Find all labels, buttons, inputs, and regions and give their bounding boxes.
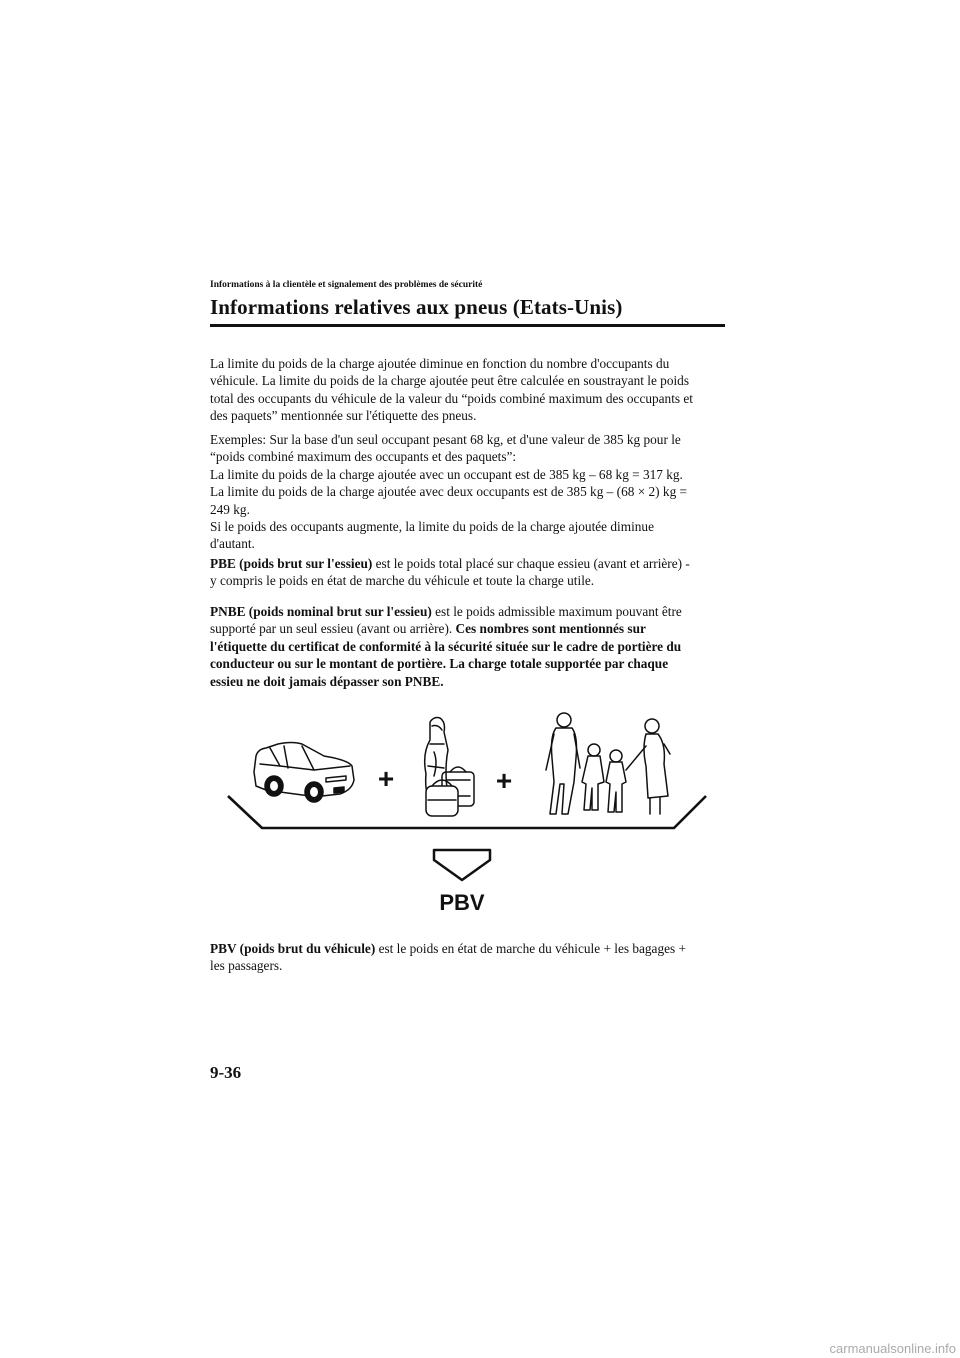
text-line <box>210 555 726 572</box>
text-fragment: est le poids admissible maximum pouvant être <box>431 604 682 619</box>
paragraph-pbe <box>210 555 726 590</box>
car-icon <box>254 743 354 803</box>
grouping-tray <box>228 796 706 828</box>
text-line <box>210 620 726 637</box>
page-title: Informations relatives aux pneus (Etats-Unis) <box>210 295 623 319</box>
term-pbv: PBV (poids brut du véhicule) <box>210 941 376 956</box>
text-line: “poids combiné maximum des occupants et des paquets”: <box>210 449 517 465</box>
text-line: La limite du poids de la charge ajoutée avec deux occupants est de 385 kg – (68 × 2) kg = <box>210 484 688 500</box>
watermark: carmanualsonline.info <box>829 1341 956 1356</box>
text-fragment: supporté par un seul essieu (avant ou arrière). <box>210 621 456 637</box>
paragraph-examples <box>210 431 726 553</box>
text-line: y compris le poids en état de marche du véhicule et toute la charge utile. <box>210 573 595 589</box>
text-line: Si le poids des occupants augmente, la limite du poids de la charge ajoutée diminue <box>210 519 654 535</box>
section-label: Informations à la clientèle et signalement des problèmes de sécurité <box>210 280 483 290</box>
luggage-icon <box>425 718 474 817</box>
text-emphasis: Ces nombres sont mentionnés sur <box>455 621 646 637</box>
text-line: l'étiquette du certificat de conformité à la sécurité située sur le cadre de portière du <box>210 638 682 654</box>
down-arrow-icon <box>434 850 490 880</box>
text-line: La limite du poids de la charge ajoutée diminue en fonction du nombre d'occupants du <box>210 356 670 371</box>
text-line: d'autant. <box>210 536 255 552</box>
paragraph-load-limit <box>210 355 726 425</box>
text-fragment: est le poids total placé sur chaque essieu (avant et arrière) - <box>372 556 690 571</box>
text-line: conducteur ou sur le montant de portière. La charge totale supportée par chaque <box>210 656 669 672</box>
plus-sign: + <box>377 763 395 794</box>
text-line: véhicule. La limite du poids de la charge ajoutée peut être calculée en soustrayant le poids <box>210 373 689 389</box>
paragraph-pbv <box>210 940 726 975</box>
text-line: essieu ne doit jamais dépasser son PNBE. <box>210 673 444 689</box>
text-line <box>210 940 726 957</box>
text-line: Exemples: Sur la base d'un seul occupant pesant 68 kg, et d'une valeur de 385 kg pour le <box>210 432 681 447</box>
paragraph-pnbe <box>210 603 726 690</box>
text-line: La limite du poids de la charge ajoutée avec un occupant est de 385 kg – 68 kg = 317 kg. <box>210 466 683 482</box>
text-line: des paquets” mentionnée sur l'étiquette des pneus. <box>210 408 477 424</box>
family-icon <box>546 713 670 814</box>
text-line: total des occupants du véhicule de la valeur du “poids combiné maximum des occupants et <box>210 390 693 406</box>
page-number: 9-36 <box>210 1063 242 1082</box>
text-line: 249 kg. <box>210 501 250 517</box>
title-rule <box>210 324 725 327</box>
text-fragment: est le poids en état de marche du véhicule + les bagages + <box>375 941 687 956</box>
text-line <box>210 603 726 620</box>
pbv-illustration <box>222 704 712 926</box>
pbv-label: PBV <box>439 890 485 915</box>
term-pbe: PBE (poids brut sur l'essieu) <box>210 556 373 571</box>
term-pnbe: PNBE (poids nominal brut sur l'essieu) <box>210 604 432 619</box>
plus-sign: + <box>495 765 513 796</box>
text-line: les passagers. <box>210 958 283 974</box>
